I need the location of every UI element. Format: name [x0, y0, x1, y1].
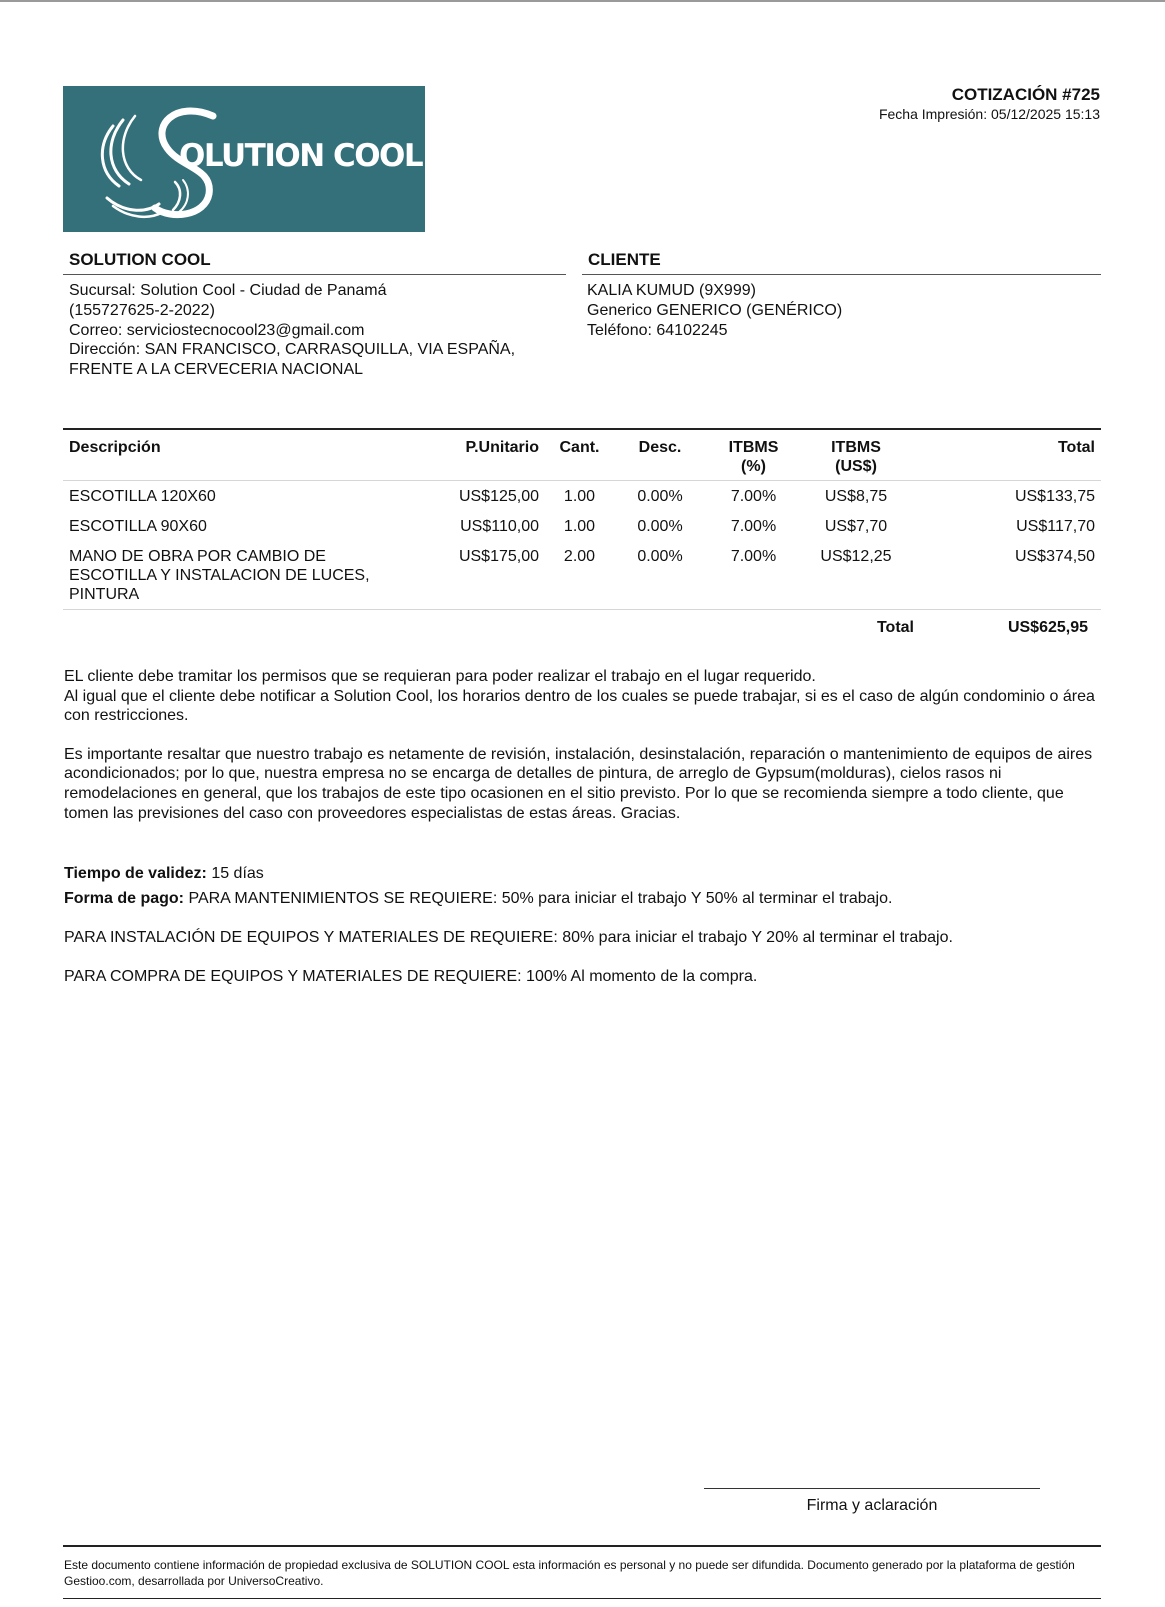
row-description: ESCOTILLA 120X60: [69, 488, 216, 505]
row-description: ESCOTILLA 90X60: [69, 518, 207, 535]
payment-label: Forma de pago:: [64, 890, 185, 907]
row-description: MANO DE OBRA POR CAMBIO DE ESCOTILLA Y INSTALACION DE LUCES, PINTURA: [63, 541, 423, 610]
row-quantity: 1.00: [563, 488, 596, 505]
row-discount: 0.00%: [637, 518, 683, 535]
header-itbms-percent: [706, 429, 801, 481]
items-table: [63, 428, 1101, 610]
row-itbms-percent: 7.00%: [706, 541, 801, 610]
row-discount: 0.00%: [637, 488, 683, 505]
signature-line: [704, 1488, 1040, 1489]
client-info: [587, 281, 1097, 340]
company-info: [69, 281, 574, 380]
client-phone: Teléfono: 64102245: [587, 321, 728, 339]
company-branch: Sucursal: Solution Cool - Ciudad de Panamá: [69, 282, 387, 299]
row-itbms-percent: 7.00%: [730, 518, 777, 535]
footer-disclaimer: Este documento contiene información de propiedad exclusiva de SOLUTION COOL esta información es personal y no puede ser difundida. Documento generado por la plataforma de gestión Gestioo.com, desarrollada por UniversoCreativo.: [64, 1558, 1075, 1588]
header-unit-price: P.Unitario: [423, 429, 545, 481]
grand-total-label: Total: [876, 619, 914, 636]
payment-line: [64, 890, 892, 908]
footer-top-rule: [63, 1545, 1101, 1547]
purchase-terms: PARA COMPRA DE EQUIPOS Y MATERIALES DE REQUIERE: 100% Al momento de la compra.: [64, 968, 758, 985]
company-address: Dirección: SAN FRANCISCO, CARRASQUILLA, VIA ESPAÑA, FRENTE A LA CERVECERIA NACIONAL: [69, 341, 516, 379]
footer-bottom-rule: [63, 1598, 1101, 1599]
quote-title: COTIZACIÓN #725: [951, 85, 1100, 104]
table-row: [63, 481, 1101, 512]
row-itbms-usd: US$8,75: [824, 488, 888, 505]
print-date: Fecha Impresión: 05/12/2025 15:13: [878, 106, 1100, 122]
header-discount: Desc.: [614, 429, 706, 481]
client-type: Generico GENERICO (GENÉRICO): [587, 301, 843, 319]
table-row: [63, 541, 1101, 610]
company-logo: [63, 86, 425, 232]
note-scope-disclaimer: Es importante resaltar que nuestro trabajo es netamente de revisión, instalación, desinstalación, reparación o mantenimiento de equipos de aires acondicionados; por lo que, nuestra empresa no se encarga de detalles de pintura, de arreglo de Gypsum(molduras), cielos rasos ni remodelaciones en general, que los trabajos de este tipo ocasionen en el sitio previsto. Por lo que se recomienda siempre a todo cliente, que tomen las previsiones del caso con proveedores especialistas de estas áreas. Gracias.: [64, 745, 1093, 822]
header-itbms-usd-line1: ITBMS: [831, 439, 881, 456]
client-name: KALIA KUMUD (9X999): [587, 282, 756, 299]
row-unit-price: US$125,00: [458, 488, 539, 505]
logo-wordmark: OLUTION COOL: [179, 138, 423, 174]
row-quantity: 2.00: [545, 541, 614, 610]
payment-value: PARA MANTENIMIENTOS SE REQUIERE: 50% para iniciar el trabajo Y 50% al terminar el trabajo.: [188, 890, 893, 907]
notes-section: [64, 667, 1104, 823]
header-description: Descripción: [63, 429, 423, 481]
signature-label: Firma y aclaración: [806, 1497, 938, 1514]
installation-terms: PARA INSTALACIÓN DE EQUIPOS Y MATERIALES DE REQUIERE: 80% para iniciar el trabajo Y 20% al terminar el trabajo.: [64, 929, 953, 946]
row-total: US$133,75: [1014, 488, 1095, 505]
row-itbms-usd: US$7,70: [824, 518, 888, 535]
top-border-line: [0, 0, 1165, 2]
header-itbms-usd: [801, 429, 911, 481]
client-heading: CLIENTE: [582, 250, 1101, 275]
table-row: [63, 511, 1101, 541]
row-discount: 0.00%: [614, 541, 706, 610]
grand-total-value: US$625,95: [1007, 619, 1088, 636]
validity-value: 15 días: [211, 865, 264, 882]
company-email: Correo: serviciostecnocool23@gmail.com: [69, 321, 365, 339]
header-itbms-percent-line2: (%): [741, 458, 766, 475]
table-header-row: [63, 429, 1101, 481]
row-unit-price: US$175,00: [423, 541, 545, 610]
validity-label: Tiempo de validez:: [64, 865, 207, 882]
company-heading: SOLUTION COOL: [63, 250, 566, 275]
row-total: US$117,70: [1016, 518, 1095, 535]
row-itbms-usd: US$12,25: [801, 541, 911, 610]
validity-line: [64, 865, 264, 883]
note-permits: EL cliente debe tramitar los permisos que se requieran para poder realizar el trabajo en el lugar requerido.: [64, 668, 816, 685]
row-unit-price: US$110,00: [460, 518, 539, 535]
note-schedule: Al igual que el cliente debe notificar a Solution Cool, los horarios dentro de los cuales se puede trabajar, si es el caso de algún condominio o área con restricciones.: [64, 687, 1095, 725]
row-itbms-percent: 7.00%: [730, 488, 777, 505]
header-quantity: Cant.: [545, 429, 614, 481]
header-total: Total: [911, 429, 1101, 481]
row-total: US$374,50: [911, 541, 1101, 610]
header-itbms-usd-line2: (US$): [835, 458, 877, 475]
company-tax-id: (155727625-2-2022): [69, 301, 215, 319]
row-quantity: 1.00: [563, 518, 596, 535]
header-itbms-percent-line1: ITBMS: [728, 439, 779, 456]
